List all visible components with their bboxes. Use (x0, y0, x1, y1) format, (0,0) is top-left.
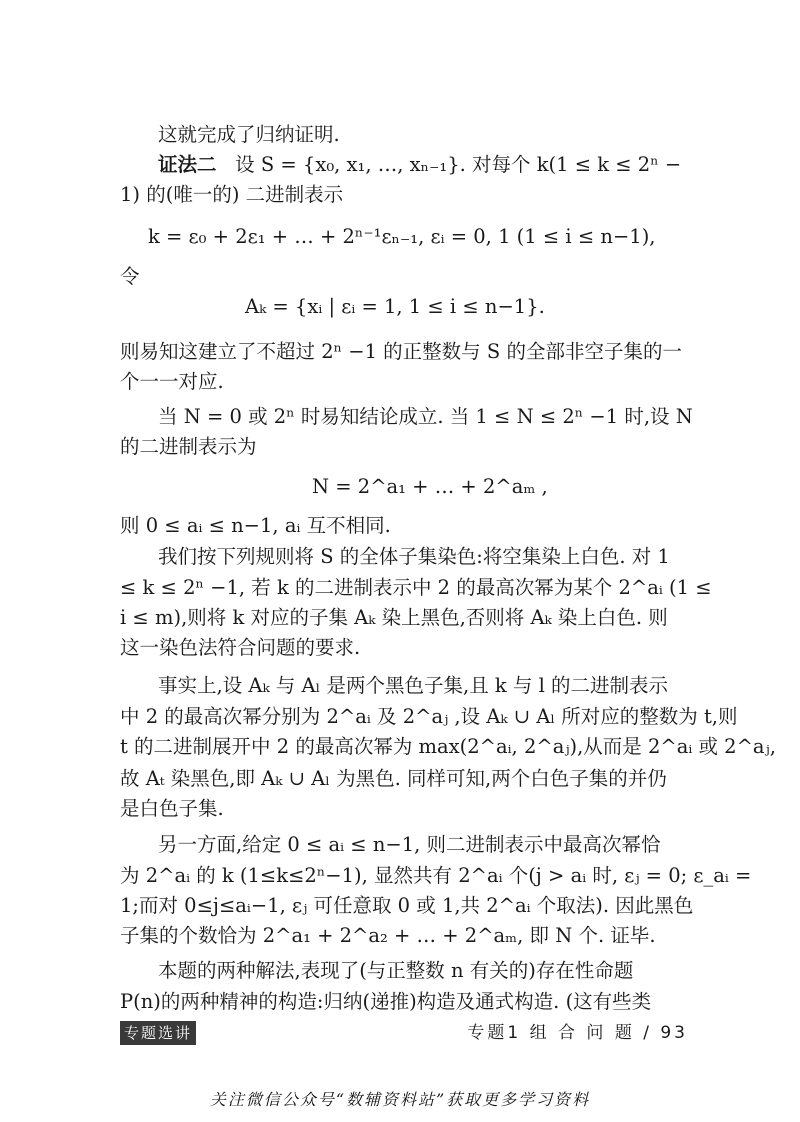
text-line: P(n)的两种精神的构造:归纳(递推)构造及通式构造. (这有些类 (120, 990, 652, 1013)
text-line: 1) 的(唯一的) 二进制表示 (120, 183, 344, 206)
text-line: 是白色子集. (120, 797, 224, 820)
text-line: t 的二进制展开中 2 的最高次幂为 max(2^aᵢ, 2^aⱼ),从而是 2^aᵢ 或 2^aⱼ, (120, 735, 776, 758)
page-footer-chapter: 专题1 组 合 问 题 / 93 (467, 1023, 688, 1043)
text-line: 事实上,设 Aₖ 与 Aₗ 是两个黑色子集,且 k 与 l 的二进制表示 (158, 674, 669, 697)
text-line: 则易知这建立了不超过 2ⁿ −1 的正整数与 S 的全部非空子集的一 (120, 340, 682, 363)
display-formula: k = ε₀ + 2ε₁ + … + 2ⁿ⁻¹εₙ₋₁, εᵢ = 0, 1 (1 ≤ i ≤ n−1), (148, 225, 656, 248)
text-line: i ≤ m),则将 k 对应的子集 Aₖ 染上黑色,否则将 Aₖ 染上白色. 则 (120, 606, 668, 629)
proof-label: 证法二 (158, 153, 217, 176)
text-line: 这就完成了归纳证明. (158, 123, 340, 146)
text-line-content: 设 S = {x₀, x₁, …, xₙ₋₁}. 对每个 k(1 ≤ k ≤ 2ⁿ − (235, 153, 682, 176)
display-formula: N = 2^a₁ + … + 2^aₘ , (312, 475, 548, 498)
text-line: 的二进制表示为 (120, 435, 257, 458)
display-formula: Aₖ = {xᵢ | εᵢ = 1, 1 ≤ i ≤ n−1}. (245, 295, 545, 318)
text-line: 个一一对应. (120, 370, 224, 393)
text-line: 令 (120, 265, 140, 288)
section-badge: 专题选讲 (120, 1021, 196, 1045)
text-line: 则 0 ≤ aᵢ ≤ n−1, aᵢ 互不相同. (120, 514, 391, 537)
text-line: 为 2^aᵢ 的 k (1≤k≤2ⁿ−1), 显然共有 2^aᵢ 个(j > aᵢ 时, εⱼ = 0; ε_aᵢ = (120, 864, 752, 887)
text-line: 1;而对 0≤j≤aᵢ−1, εⱼ 可任意取 0 或 1,共 2^aᵢ 个取法). 因此黑色 (120, 894, 694, 917)
watermark-text: 关注微信公众号“数辅资料站”获取更多学习资料 (209, 1090, 591, 1109)
text-line (158, 150, 688, 180)
text-line: 中 2 的最高次幂分别为 2^aᵢ 及 2^aⱼ ,设 Aₖ ∪ Aₗ 所对应的整数为 t,则 (120, 705, 738, 728)
text-line: 这一染色法符合问题的要求. (120, 636, 361, 659)
text-line: 我们按下列规则将 S 的全体子集染色:将空集染上白色. 对 1 (158, 545, 670, 568)
text-line: 本题的两种解法,表现了(与正整数 n 有关的)存在性命题 (158, 959, 634, 982)
text-line: 另一方面,给定 0 ≤ aᵢ ≤ n−1, 则二进制表示中最高次幂恰 (158, 833, 661, 856)
text-line: ≤ k ≤ 2ⁿ −1, 若 k 的二进制表示中 2 的最高次幂为某个 2^aᵢ (1 ≤ (120, 576, 712, 599)
text-line: 当 N = 0 或 2ⁿ 时易知结论成立. 当 1 ≤ N ≤ 2ⁿ −1 时,设 N (158, 405, 693, 428)
text-line: 故 Aₜ 染黑色,即 Aₖ ∪ Aₗ 为黑色. 同样可知,两个白色子集的并仍 (120, 767, 667, 790)
text-line: 子集的个数恰为 2^a₁ + 2^a₂ + … + 2^aₘ, 即 N 个. 证毕. (120, 924, 656, 947)
